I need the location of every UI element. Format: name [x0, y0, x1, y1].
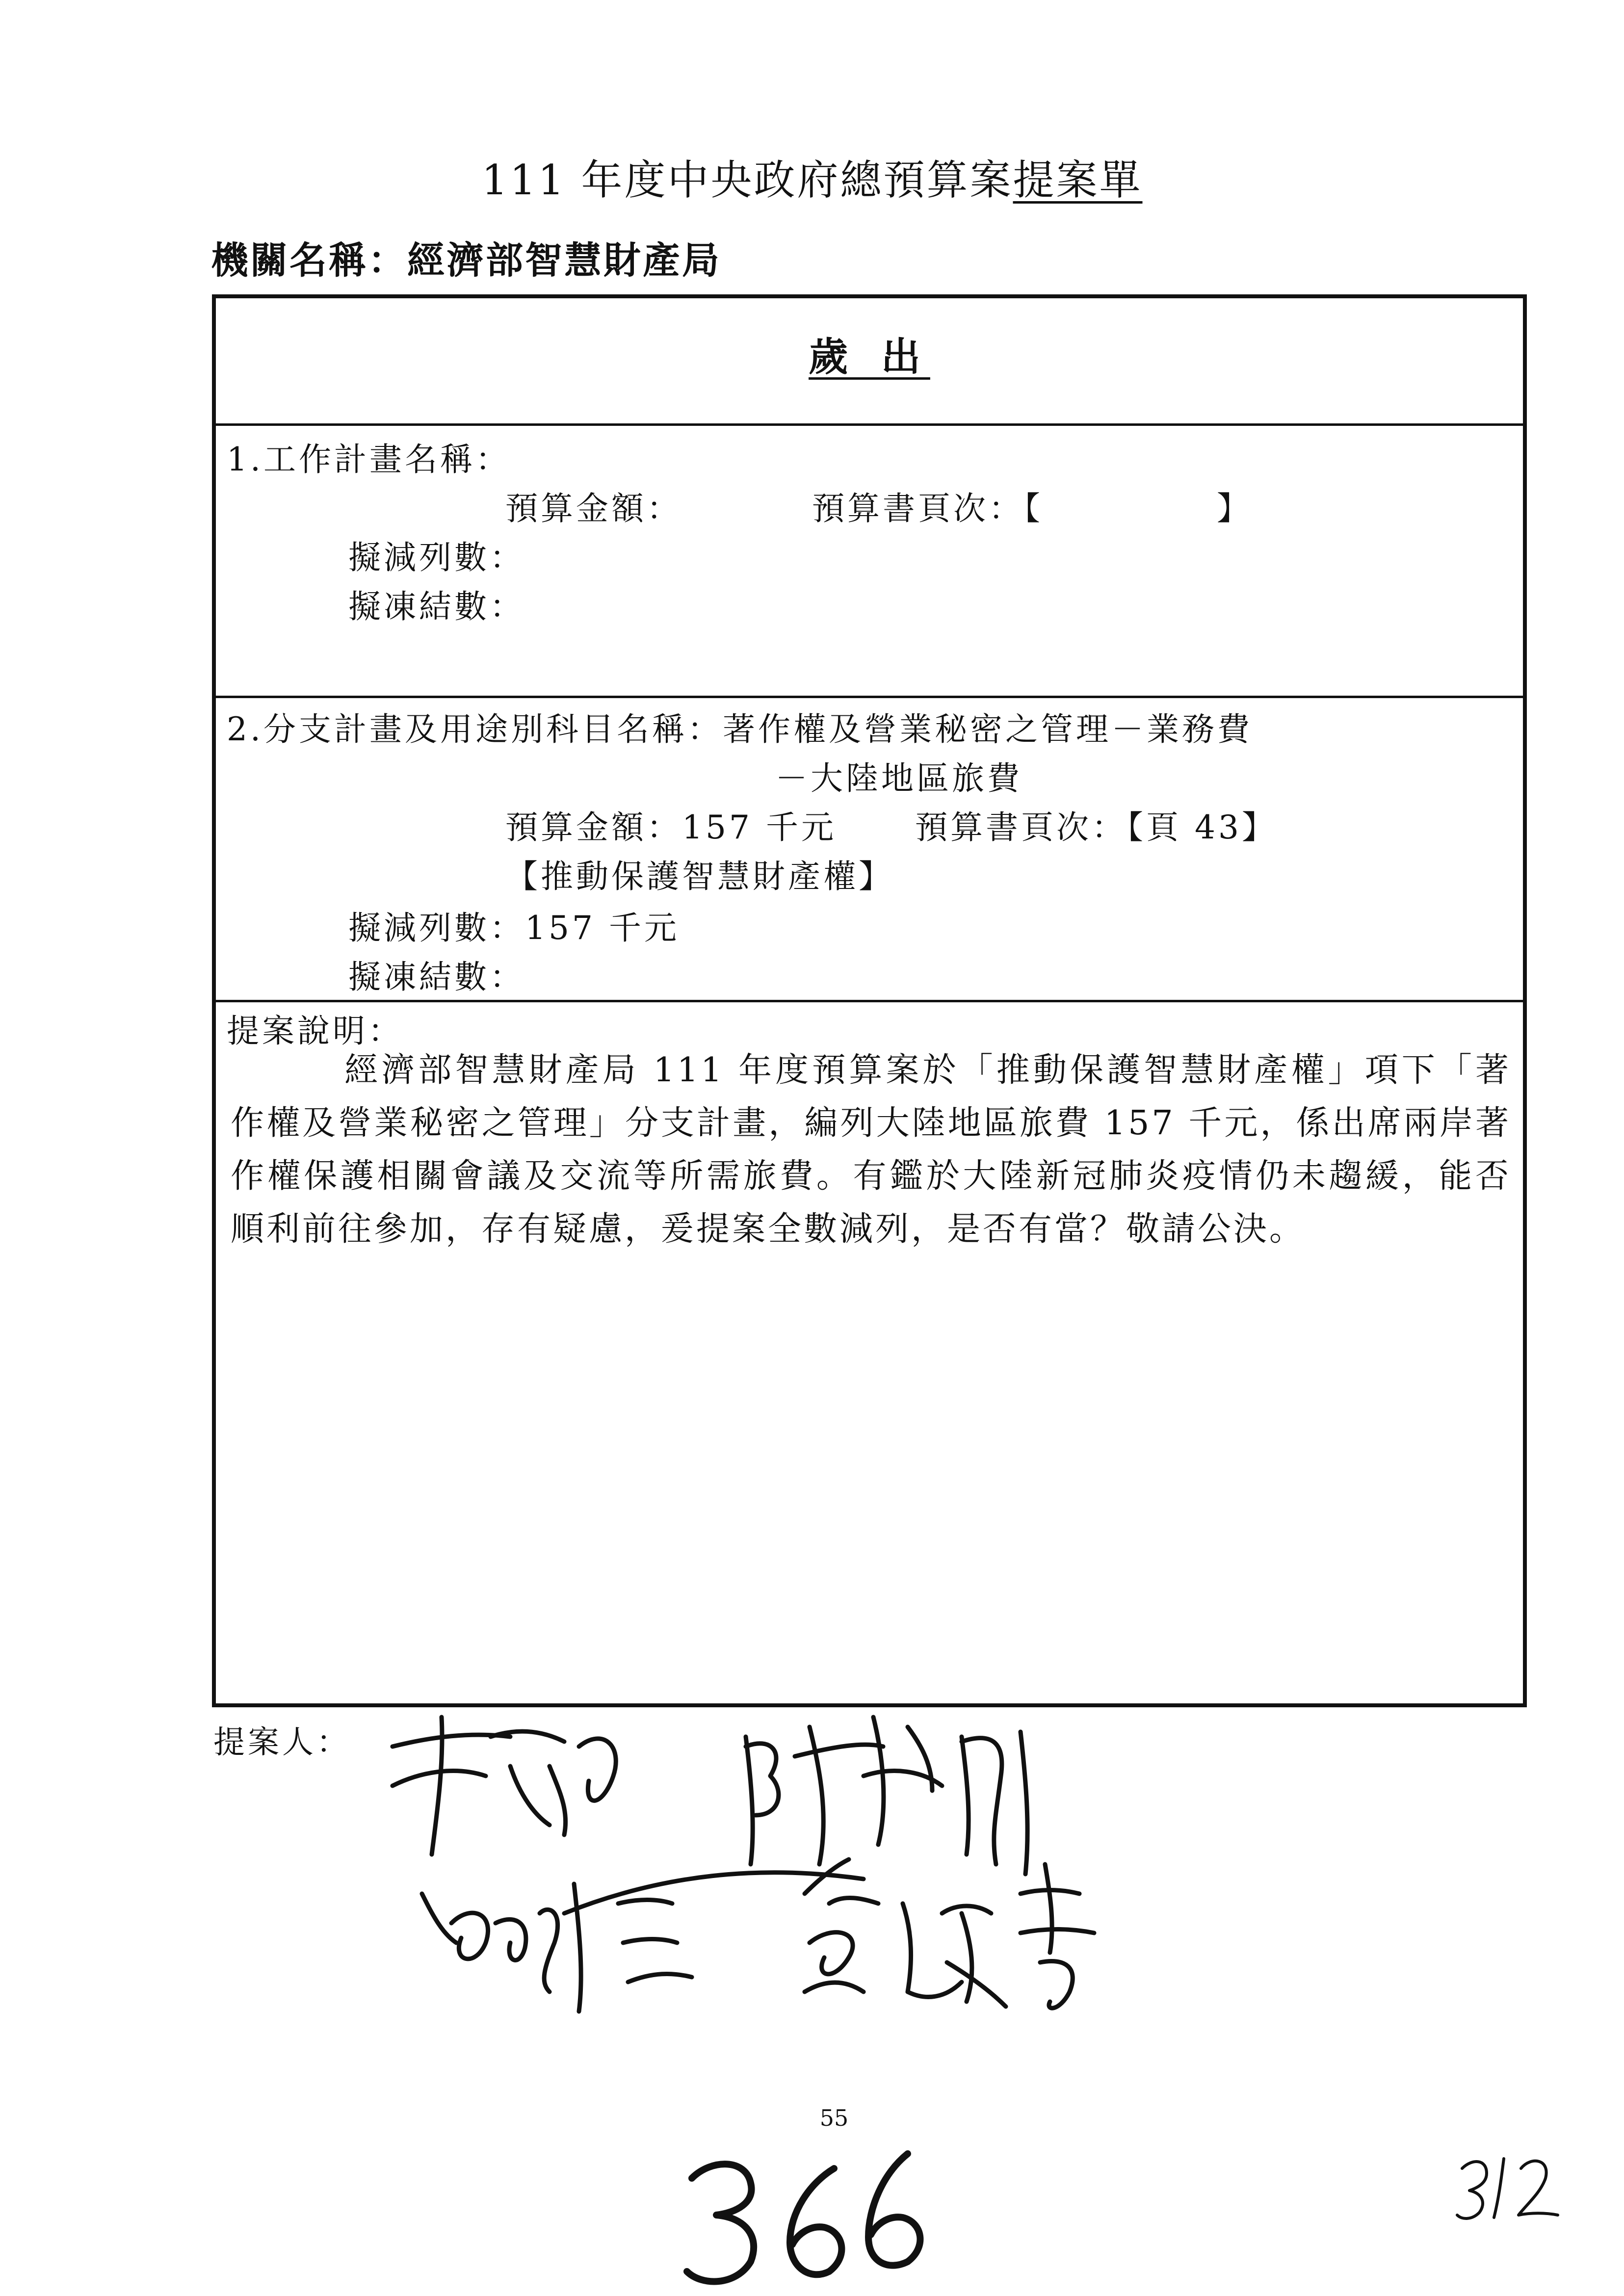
signature-4	[805, 1859, 1094, 2008]
item2-label: 2.分支計畫及用途別科目名稱：著作權及營業秘密之管理－業務費	[227, 710, 1253, 748]
item2-budget: 預算金額：157 千元	[505, 809, 837, 846]
signature-3	[422, 1884, 692, 2011]
signature-2	[746, 1717, 1027, 1874]
item2-reduce: 擬減列數：157 千元	[348, 909, 680, 947]
item1-label: 1.工作計畫名稱：	[227, 441, 511, 478]
item2-page: 預算書頁次：【頁 43】	[915, 809, 1277, 846]
item1-budget-label: 預算金額：	[505, 490, 682, 527]
item1-page-label: 預算書頁次：【	[812, 490, 1043, 527]
explanation-label: 提案說明：	[227, 1012, 403, 1050]
item2-program: 【推動保護智慧財產權】	[505, 858, 894, 895]
agency-name: 機關名稱：經濟部智慧財產局	[211, 238, 721, 282]
signature-1	[393, 1717, 616, 1854]
proposer-label: 提案人：	[213, 1724, 351, 1761]
handwritten-312	[1457, 2159, 1558, 2218]
handwritten-366	[687, 2154, 920, 2281]
title-text: 111 年度中央政府總預算案	[481, 156, 1013, 204]
item1-page-close: 】	[1217, 490, 1252, 527]
item2-freeze: 擬凍結數：	[348, 958, 525, 996]
title-underlined-text: 提案單	[1013, 156, 1143, 204]
page-number: 55	[819, 2105, 849, 2131]
item1-reduce-label: 擬減列數：	[348, 539, 525, 576]
item2-label-cont: －大陸地區旅費	[775, 759, 1022, 797]
item1-freeze-label: 擬凍結數：	[348, 588, 525, 626]
explanation-body: 經濟部智慧財產局 111 年度預算案於「推動保護智慧財產權」項下「著作權及營業秘密之管理」分支計畫，編列大陸地區旅費 157 千元，係出席兩岸著作權保護相關會議及交流等所需旅費。有鑑於大陸新冠肺炎疫情仍未趨緩，能否順利前往參加，存有疑慮，爰提案全數減列，是否有當？敬請公決。	[231, 1051, 1511, 1249]
section-header-text: 歲 出	[809, 334, 930, 380]
